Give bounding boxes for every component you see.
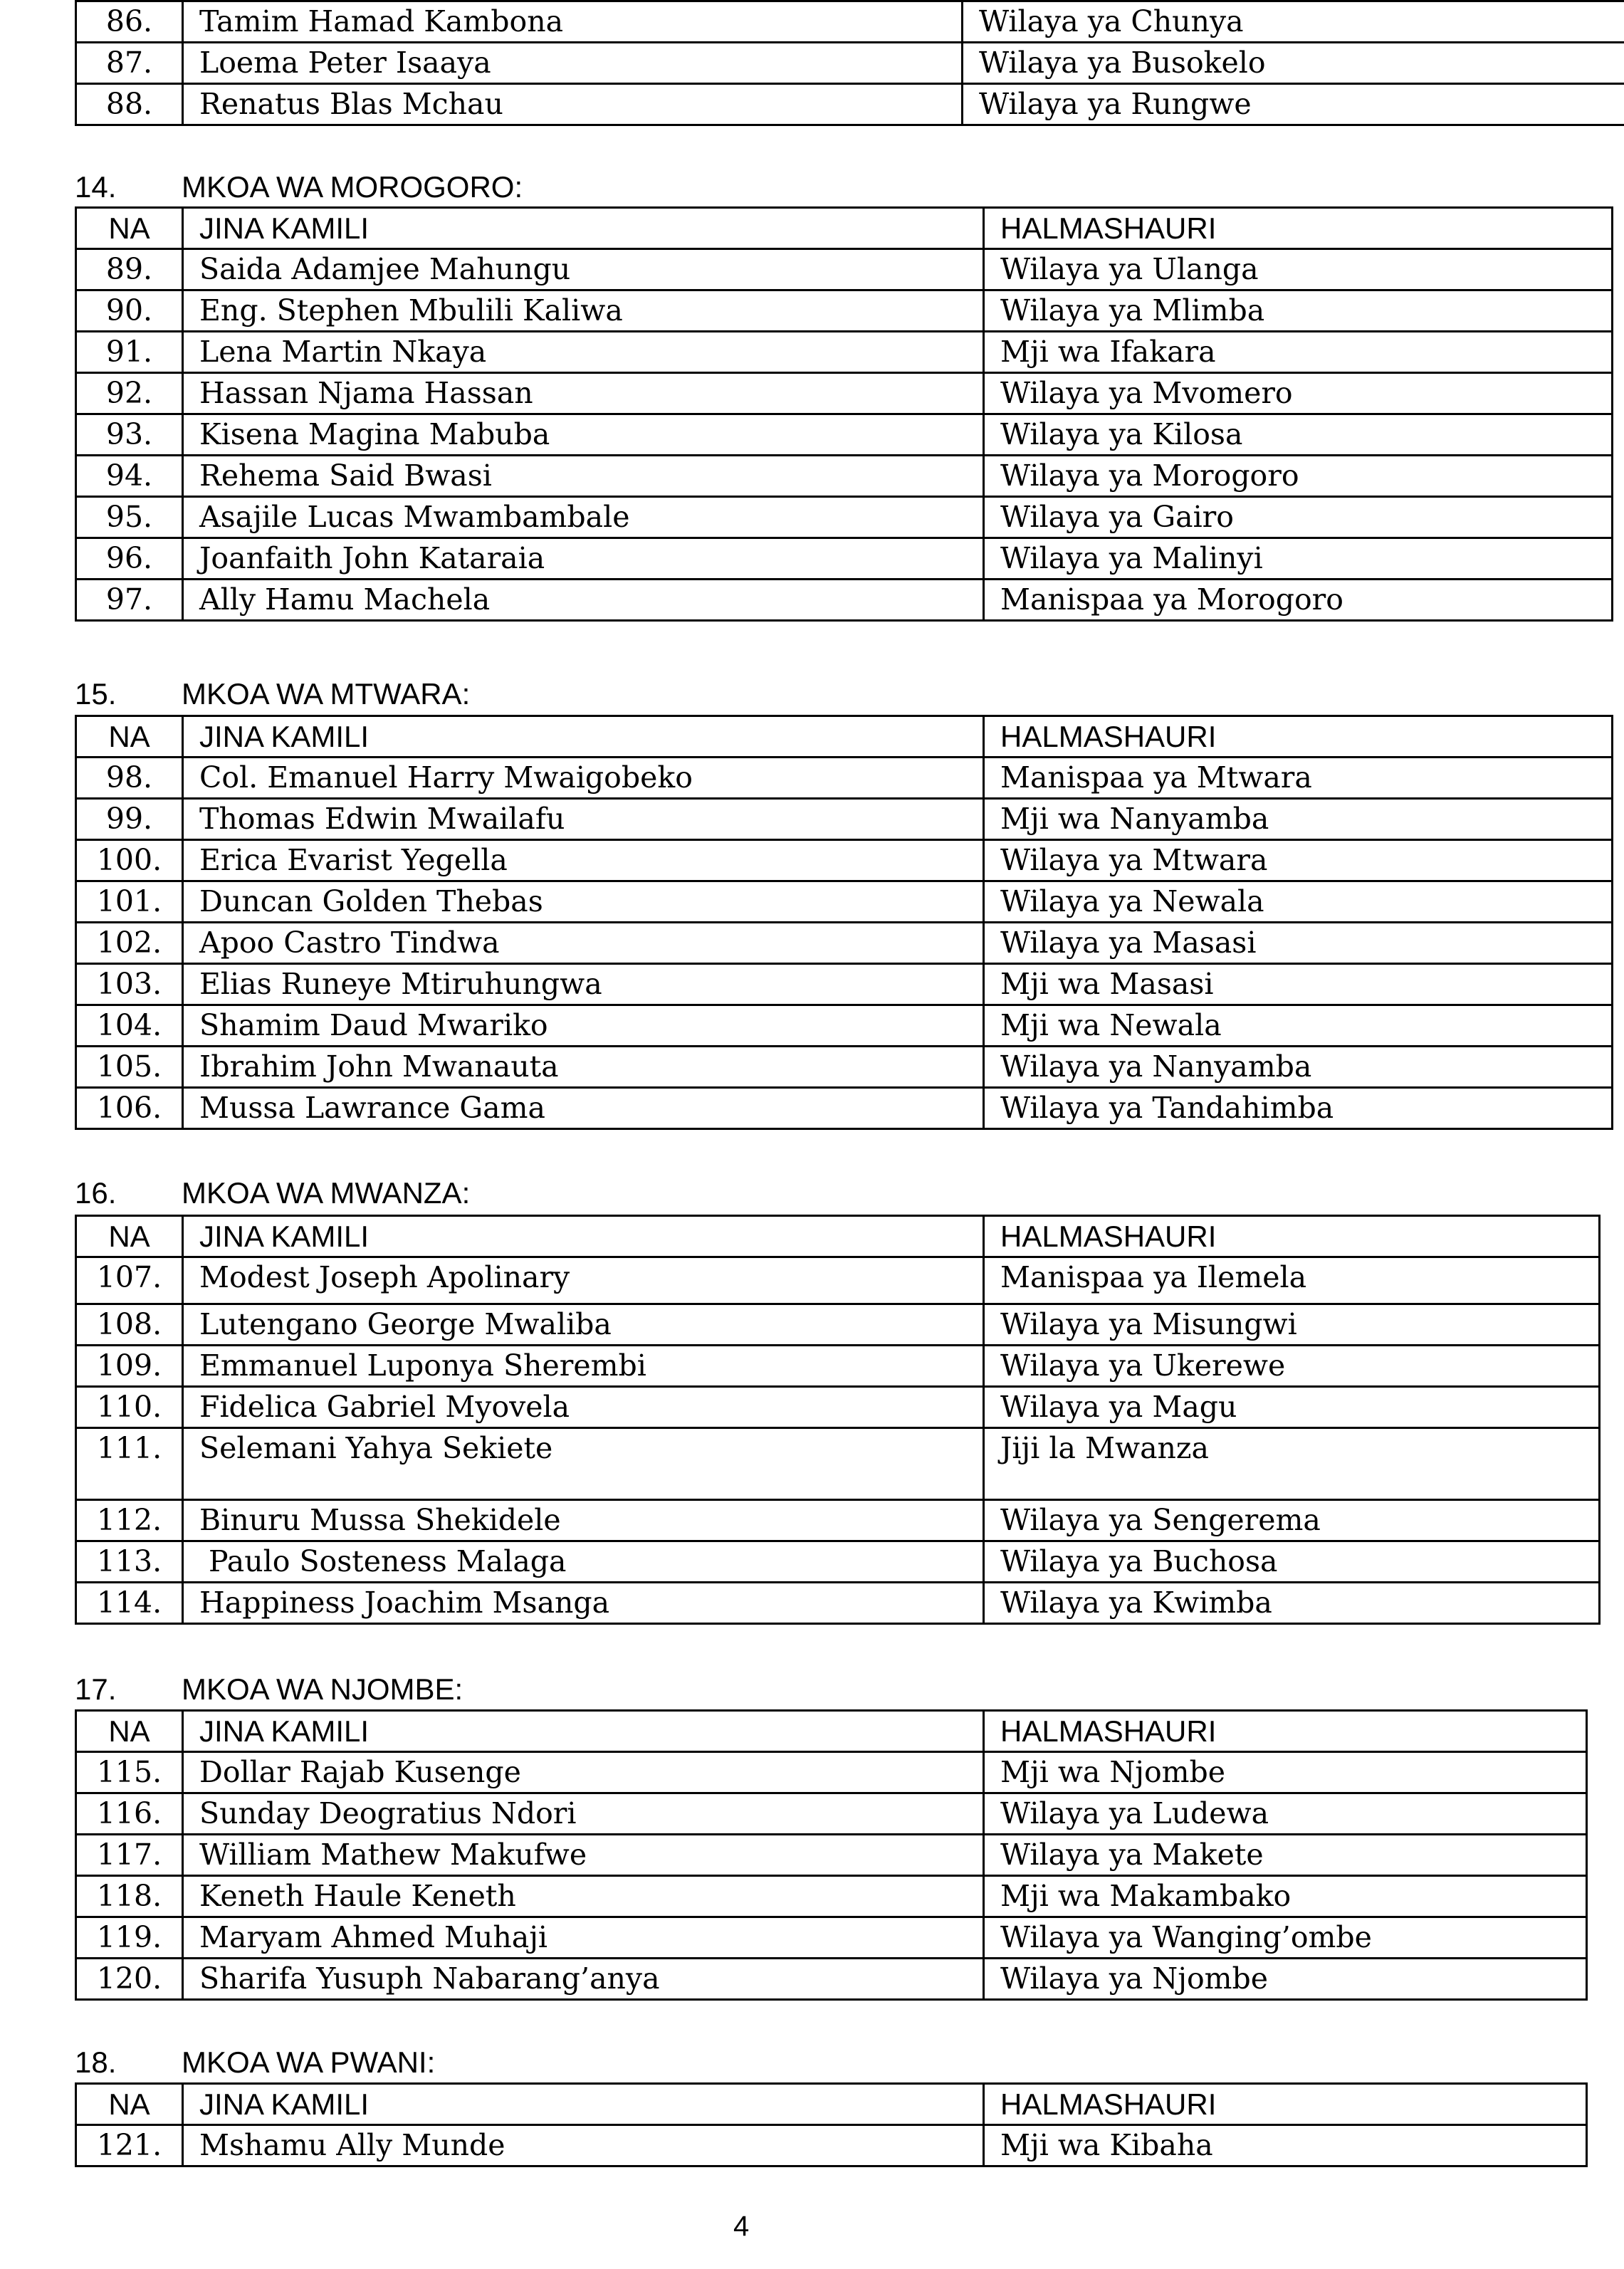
council-name: Manispaa ya Mtwara [984,758,1613,799]
council-name: Manispaa ya Morogoro [984,580,1613,621]
region-title: MKOA WA MOROGORO: [182,170,523,204]
table-row [76,290,1613,332]
council-name: Wilaya ya Newala [984,881,1613,923]
row-number: 108. [76,1304,183,1346]
row-number: 109. [76,1346,183,1387]
column-header-council: HALMASHAURI [984,716,1613,758]
column-header-no: NA [76,716,183,758]
full-name: Selemani Yahya Sekiete [183,1428,984,1500]
row-number: 110. [76,1387,183,1428]
full-name: Rehema Said Bwasi [183,456,984,497]
row-number: 119. [76,1917,183,1959]
row-number: 100. [76,840,183,881]
table-row [76,1387,1600,1428]
row-number: 101. [76,881,183,923]
column-header-no: NA [76,2084,183,2125]
column-header-name: JINA KAMILI [183,716,984,758]
table-row [76,2125,1587,2166]
council-name: Mji wa Makambako [984,1876,1587,1917]
full-name: Mussa Lawrance Gama [183,1088,984,1129]
column-header-no: NA [76,1711,183,1752]
full-name: Joanfaith John Kataraia [183,538,984,580]
table-row [76,1541,1600,1583]
region-number: 16. [75,1176,117,1210]
column-header-no: NA [76,1216,183,1257]
council-name: Wilaya ya Rungwe [963,84,1624,125]
table-row [76,414,1613,456]
council-name: Wilaya ya Chunya [963,1,1624,43]
row-number: 91. [76,332,183,373]
column-header-council: HALMASHAURI [984,1216,1600,1257]
column-header-name: JINA KAMILI [183,1216,984,1257]
table-header-row [76,1216,1600,1257]
table-row [76,1583,1600,1624]
full-name: Tamim Hamad Kambona [183,1,963,43]
continued-table [75,0,1624,126]
row-number: 95. [76,497,183,538]
column-header-name: JINA KAMILI [183,2084,984,2125]
table-row [76,249,1613,290]
region-number: 15. [75,677,117,711]
table-row [76,1793,1587,1835]
row-number: 87. [76,43,183,84]
table-header-row [76,2084,1587,2125]
table-row [76,84,1624,125]
full-name: Saida Adamjee Mahungu [183,249,984,290]
table-row [76,373,1613,414]
council-name: Mji wa Kibaha [984,2125,1587,2166]
column-header-no: NA [76,208,183,249]
full-name: Emmanuel Luponya Sherembi [183,1346,984,1387]
full-name: Ibrahim John Mwanauta [183,1047,984,1088]
row-number: 118. [76,1876,183,1917]
full-name: Keneth Haule Keneth [183,1876,984,1917]
full-name: Paulo Sosteness Malaga [183,1541,984,1583]
full-name: Asajile Lucas Mwambambale [183,497,984,538]
full-name: Elias Runeye Mtiruhungwa [183,964,984,1005]
row-number: 107. [76,1257,183,1304]
council-name: Mji wa Newala [984,1005,1613,1047]
region-table [75,1215,1601,1625]
full-name: Happiness Joachim Msanga [183,1583,984,1624]
council-name: Wilaya ya Magu [984,1387,1600,1428]
council-name: Wilaya ya Nanyamba [984,1047,1613,1088]
table-row [76,1876,1587,1917]
table-row [76,840,1613,881]
table-row [76,1500,1600,1541]
table-row [76,881,1613,923]
row-number: 97. [76,580,183,621]
table-row [76,1005,1613,1047]
council-name: Wilaya ya Tandahimba [984,1088,1613,1129]
council-name: Wilaya ya Wanging’ombe [984,1917,1587,1959]
council-name: Wilaya ya Ulanga [984,249,1613,290]
region-number: 14. [75,170,117,204]
page-number: 4 [733,2211,750,2242]
row-number: 113. [76,1541,183,1583]
council-name: Mji wa Njombe [984,1752,1587,1793]
council-name: Wilaya ya Gairo [984,497,1613,538]
council-name: Jiji la Mwanza [984,1428,1600,1500]
row-number: 92. [76,373,183,414]
full-name: William Mathew Makufwe [183,1835,984,1876]
row-number: 89. [76,249,183,290]
row-number: 117. [76,1835,183,1876]
row-number: 121. [76,2125,183,2166]
full-name: Loema Peter Isaaya [183,43,963,84]
row-number: 111. [76,1428,183,1500]
region-table [75,1709,1588,2001]
council-name: Wilaya ya Busokelo [963,43,1624,84]
full-name: Mshamu Ally Munde [183,2125,984,2166]
council-name: Wilaya ya Morogoro [984,456,1613,497]
row-number: 99. [76,799,183,840]
table-row [76,799,1613,840]
row-number: 105. [76,1047,183,1088]
table-row [76,1917,1587,1959]
council-name: Wilaya ya Malinyi [984,538,1613,580]
table-row [76,1,1624,43]
full-name: Thomas Edwin Mwailafu [183,799,984,840]
region-number: 17. [75,1672,117,1706]
region-number: 18. [75,2045,117,2079]
council-name: Mji wa Ifakara [984,332,1613,373]
full-name: Renatus Blas Mchau [183,84,963,125]
full-name: Eng. Stephen Mbulili Kaliwa [183,290,984,332]
row-number: 115. [76,1752,183,1793]
table-header-row [76,716,1613,758]
council-name: Wilaya ya Kwimba [984,1583,1600,1624]
table-row [76,1752,1587,1793]
row-number: 88. [76,84,183,125]
table-row [76,758,1613,799]
full-name: Fidelica Gabriel Myovela [183,1387,984,1428]
table-row [76,1959,1587,2000]
council-name: Wilaya ya Masasi [984,923,1613,964]
full-name: Sharifa Yusuph Nabarang’anya [183,1959,984,2000]
council-name: Mji wa Nanyamba [984,799,1613,840]
full-name: Lutengano George Mwaliba [183,1304,984,1346]
council-name: Mji wa Masasi [984,964,1613,1005]
row-number: 114. [76,1583,183,1624]
row-number: 93. [76,414,183,456]
row-number: 112. [76,1500,183,1541]
full-name: Kisena Magina Mabuba [183,414,984,456]
full-name: Hassan Njama Hassan [183,373,984,414]
table-row [76,923,1613,964]
row-number: 106. [76,1088,183,1129]
full-name: Apoo Castro Tindwa [183,923,984,964]
table-row [76,43,1624,84]
table-row [76,1088,1613,1129]
row-number: 104. [76,1005,183,1047]
column-header-council: HALMASHAURI [984,208,1613,249]
council-name: Wilaya ya Ukerewe [984,1346,1600,1387]
council-name: Wilaya ya Buchosa [984,1541,1600,1583]
row-number: 98. [76,758,183,799]
full-name: Lena Martin Nkaya [183,332,984,373]
table-row [76,580,1613,621]
full-name: Dollar Rajab Kusenge [183,1752,984,1793]
row-number: 120. [76,1959,183,2000]
council-name: Wilaya ya Mtwara [984,840,1613,881]
column-header-council: HALMASHAURI [984,2084,1587,2125]
column-header-name: JINA KAMILI [183,1711,984,1752]
full-name: Ally Hamu Machela [183,580,984,621]
council-name: Wilaya ya Njombe [984,1959,1587,2000]
column-header-council: HALMASHAURI [984,1711,1587,1752]
region-table [75,206,1613,622]
row-number: 94. [76,456,183,497]
table-row [76,332,1613,373]
region-table [75,715,1613,1130]
council-name: Wilaya ya Makete [984,1835,1587,1876]
table-row [76,964,1613,1005]
council-name: Wilaya ya Mlimba [984,290,1613,332]
full-name: Duncan Golden Thebas [183,881,984,923]
table-header-row [76,208,1613,249]
region-title: MKOA WA NJOMBE: [182,1672,463,1706]
full-name: Sunday Deogratius Ndori [183,1793,984,1835]
full-name: Binuru Mussa Shekidele [183,1500,984,1541]
full-name: Col. Emanuel Harry Mwaigobeko [183,758,984,799]
table-row [76,1346,1600,1387]
table-row [76,1047,1613,1088]
row-number: 116. [76,1793,183,1835]
table-row [76,1304,1600,1346]
table-row [76,1835,1587,1876]
row-number: 102. [76,923,183,964]
council-name: Wilaya ya Mvomero [984,373,1613,414]
region-table [75,2082,1588,2167]
table-row [76,497,1613,538]
region-title: MKOA WA MTWARA: [182,677,471,711]
council-name: Wilaya ya Sengerema [984,1500,1600,1541]
table-row [76,1257,1600,1304]
full-name: Modest Joseph Apolinary [183,1257,984,1304]
council-name: Manispaa ya Ilemela [984,1257,1600,1304]
table-row [76,1428,1600,1500]
council-name: Wilaya ya Misungwi [984,1304,1600,1346]
full-name: Maryam Ahmed Muhaji [183,1917,984,1959]
table-row [76,538,1613,580]
region-title: MKOA WA MWANZA: [182,1176,471,1210]
table-row [76,456,1613,497]
row-number: 90. [76,290,183,332]
row-number: 86. [76,1,183,43]
council-name: Wilaya ya Ludewa [984,1793,1587,1835]
council-name: Wilaya ya Kilosa [984,414,1613,456]
row-number: 103. [76,964,183,1005]
full-name: Shamim Daud Mwariko [183,1005,984,1047]
column-header-name: JINA KAMILI [183,208,984,249]
region-title: MKOA WA PWANI: [182,2045,436,2079]
row-number: 96. [76,538,183,580]
table-header-row [76,1711,1587,1752]
full-name: Erica Evarist Yegella [183,840,984,881]
